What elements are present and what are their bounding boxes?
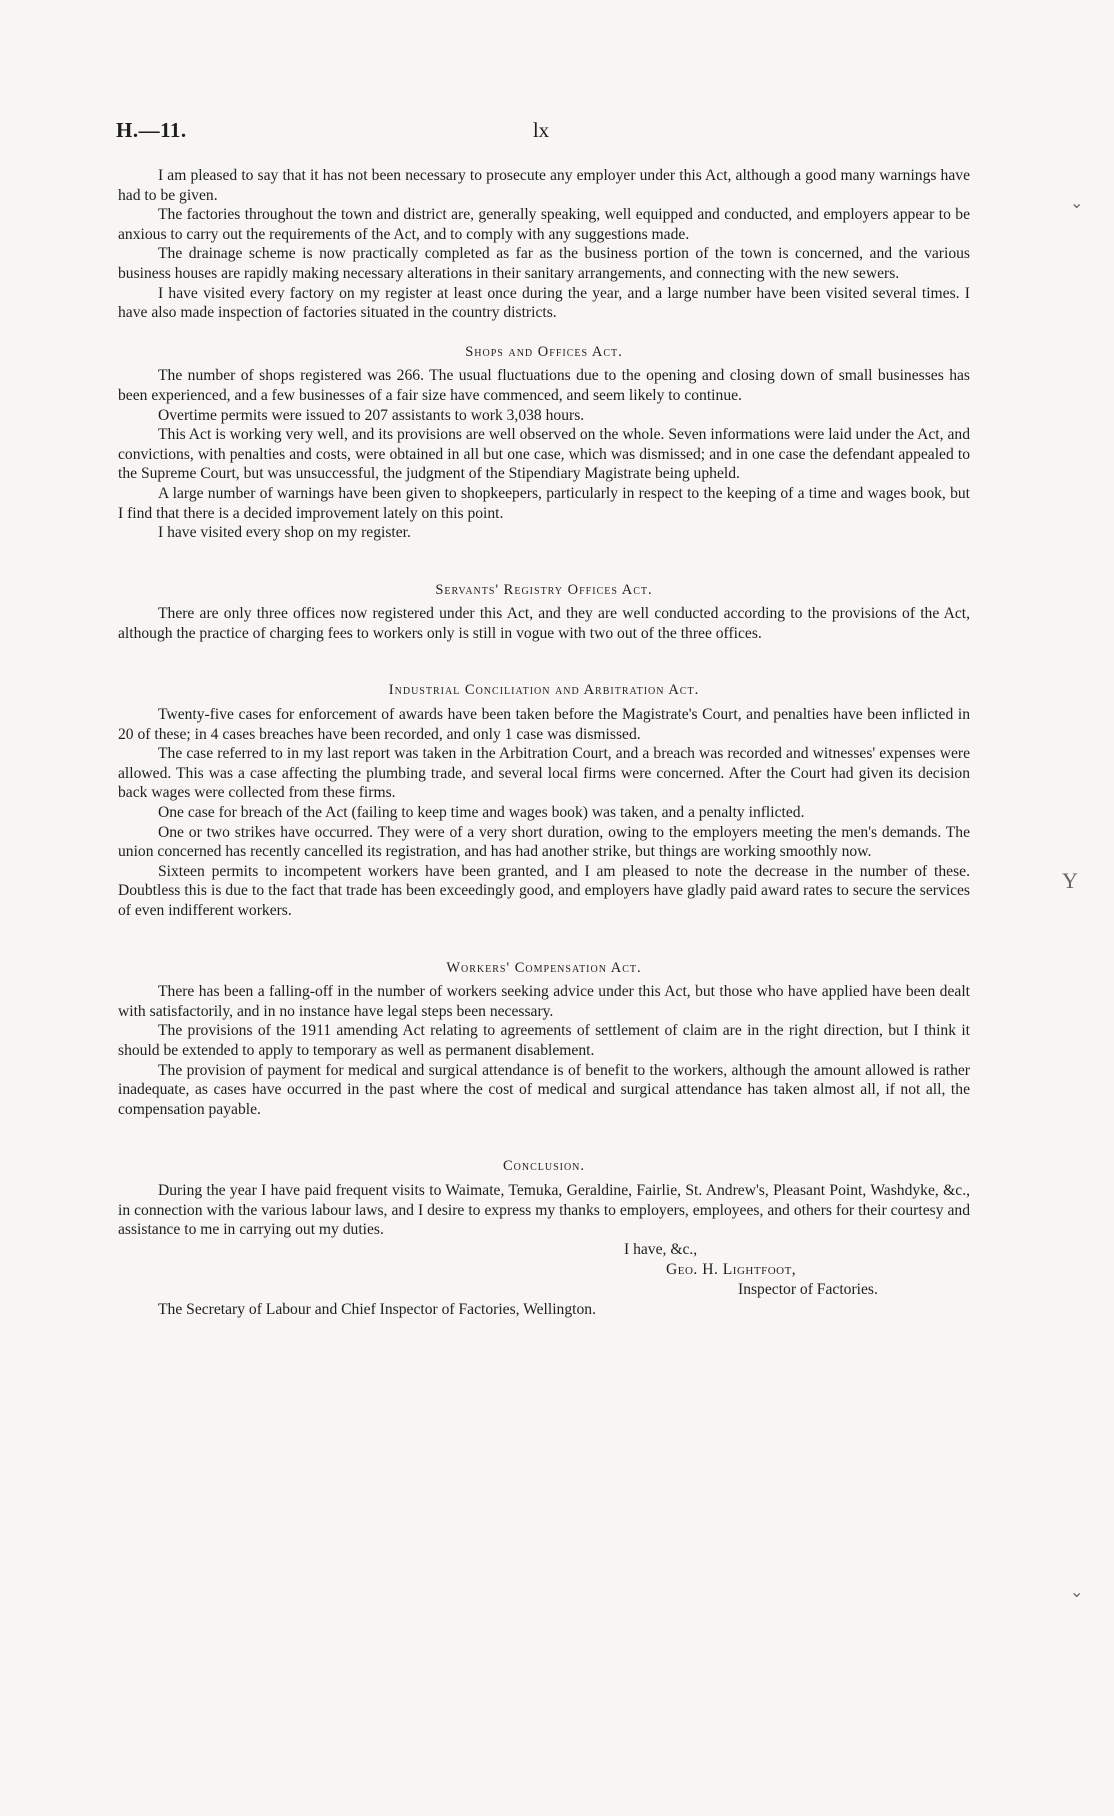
page-reference: H.—11. <box>116 118 187 142</box>
page-header <box>116 118 966 148</box>
paragraph: There are only three offices now registered under this Act, and they are well conducted according to the provisions of the Act, although the practice of charging fees to workers only is still in vogue with two out of the three offices. <box>118 605 970 642</box>
conclusion-section <box>118 1157 970 1319</box>
section-title: Industrial Conciliation and Arbitration Act. <box>388 682 700 699</box>
paragraph: During the year I have paid frequent visits to Waimate, Temuka, Geraldine, Fairlie, St. Andrew's, Pleasant Point, Washdyke, &c., in connection with the various labour laws, and I desire to express my thanks to employers, employees, and others for their courtesy and assistance to me in carrying out my duties. <box>118 1181 970 1239</box>
paragraph: A large number of warnings have been given to shopkeepers, particularly in respect to the keeping of a time and wages book, but I find that there is a decided improvement lately on this point. <box>118 484 970 522</box>
position-title: Inspector of Factories. <box>738 1280 878 1298</box>
section-title: Conclusion. <box>502 1158 586 1175</box>
addressee: The Secretary of Labour and Chief Inspector of Factories, Wellington. <box>158 1300 596 1318</box>
margin-mark: ⌄ <box>1070 1584 1084 1601</box>
shops-section <box>118 343 970 543</box>
paragraph: The drainage scheme is now practically completed as far as the business portion of the town is concerned, and the various business houses are rapidly making necessary alterations in their sanitary arrangements, and connecting with the new sewers. <box>118 245 970 282</box>
section-title: Shops and Offices Act. <box>465 343 623 360</box>
paragraph: Overtime permits were issued to 207 assistants to work 3,038 hours. <box>158 406 585 424</box>
page-number: lx <box>532 118 550 142</box>
paragraph: One case for breach of the Act (failing to keep time and wages book) was taken, and a penalty inflicted. <box>158 804 805 822</box>
paragraph: I am pleased to say that it has not been necessary to prosecute any employer under this Act, although a good many warnings have had to be given. <box>118 167 970 204</box>
closing: I have, &c., <box>624 1240 698 1258</box>
paragraph: One or two strikes have occurred. They were of a very short duration, owing to the employers meeting the men's demands. The union concerned has recently cancelled its registration, and has had another strike, but things are working smoothly now. <box>118 823 970 861</box>
paragraph: This Act is working very well, and its provisions are well observed on the whole. Seven informations were laid under the Act, and convictions, with penalties and costs, were obtained in all but one case, which was dismissed; and in one case the defendant appealed to the Supreme Court, but was unsuccessful, the judgment of the Stipendiary Magistrate being upheld. <box>118 426 970 483</box>
margin-mark: ⌄ <box>1070 195 1084 212</box>
servants-section <box>118 581 970 644</box>
arbitration-section <box>118 681 970 920</box>
margin-mark: Y <box>1062 868 1078 893</box>
intro-section <box>118 166 970 323</box>
paragraph: I have visited every factory on my register at least once during the year, and a large number have been visited several times. I have also made inspection of factories situated in the country districts. <box>118 284 970 322</box>
paragraph: I have visited every shop on my register. <box>158 524 411 542</box>
section-title: Workers' Compensation Act. <box>446 959 642 976</box>
paragraph: The number of shops registered was 266. The usual fluctuations due to the opening and closing down of small businesses has been experienced, and a few businesses of a fair size have commenced, and seem likely to continue. <box>118 367 970 404</box>
paragraph: The provisions of the 1911 amending Act relating to agreements of settlement of claim are in the right direction, but I think it should be extended to apply to temporary as well as permanent disablement. <box>118 1022 970 1059</box>
paragraph: The case referred to in my last report was taken in the Arbitration Court, and a breach was recorded and witnesses' expenses were allowed. This was a case affecting the plumbing trade, and several local firms were concerned. After the Court had given its decision back wages were collected from these firms. <box>118 745 970 802</box>
paragraph: Twenty-five cases for enforcement of awards have been taken before the Magistrate's Court, and penalties have been inflicted in 20 of these; in 4 cases breaches have been recorded, and only 1 case was dismissed. <box>118 706 970 743</box>
paragraph: The provision of payment for medical and surgical attendance is of benefit to the workers, although the amount allowed is rather inadequate, as cases have occurred in the past where the cost of medical and surgical attendance has taken almost all, if not all, the compensation payable. <box>118 1061 970 1118</box>
paragraph: Sixteen permits to incompetent workers have been granted, and I am pleased to note the decrease in the number of these. Doubtless this is due to the fact that trade has been exceedingly good, and employers have gladly paid award rates to secure the services of even indifferent workers. <box>118 862 970 919</box>
document-body <box>118 166 970 1319</box>
paragraph: The factories throughout the town and district are, generally speaking, well equipped and conducted, and employers appear to be anxious to carry out the requirements of the Act, and to comply with any suggestions made. <box>118 206 970 243</box>
paragraph: There has been a falling-off in the number of workers seeking advice under this Act, but those who have applied have been dealt with satisfactorily, and in no instance have legal steps been necessary. <box>118 983 970 1020</box>
signature: Geo. H. Lightfoot, <box>666 1260 797 1278</box>
section-title: Servants' Registry Offices Act. <box>435 581 653 598</box>
compensation-section <box>118 959 970 1120</box>
signature-block <box>118 1240 970 1300</box>
